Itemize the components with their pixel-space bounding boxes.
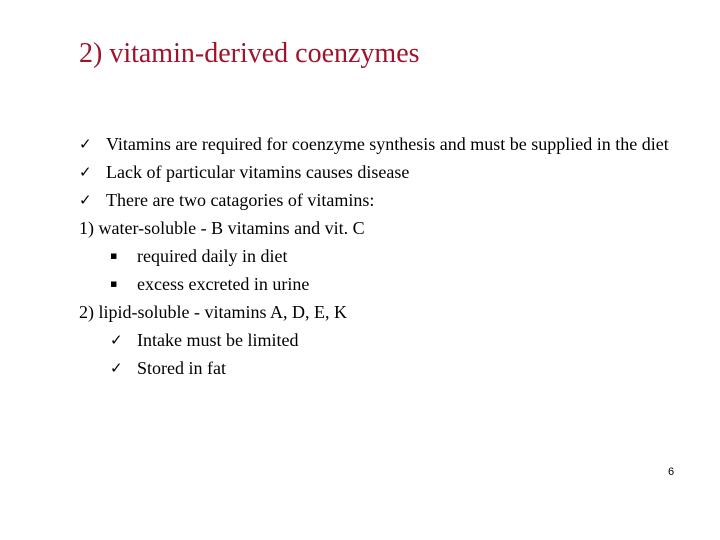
list-item-text: There are two catagories of vitamins: (106, 190, 375, 210)
checkmark-icon: ✓ (79, 135, 92, 153)
list-item (79, 186, 679, 214)
category-heading (79, 298, 679, 326)
category-heading-text: 1) water-soluble - B vitamins and vit. C (79, 218, 365, 238)
list-item (79, 158, 679, 186)
list-item-text: required daily in diet (137, 246, 288, 266)
list-item (79, 130, 679, 158)
slide-content (79, 130, 679, 382)
list-item (79, 270, 679, 298)
square-bullet-icon: ▪ (110, 249, 118, 262)
list-item (79, 326, 679, 354)
checkmark-icon: ✓ (79, 191, 92, 209)
list-item (79, 354, 679, 382)
category-heading-text: 2) lipid-soluble - vitamins A, D, E, K (79, 302, 347, 322)
square-bullet-icon: ▪ (110, 277, 118, 290)
list-item (79, 242, 679, 270)
checkmark-icon: ✓ (110, 331, 123, 349)
list-item-text: Stored in fat (137, 358, 226, 378)
list-item-text: excess excreted in urine (137, 274, 310, 294)
list-item-text: Vitamins are required for coenzyme synthesis and must be supplied in the diet (106, 134, 669, 154)
list-item-text: Intake must be limited (137, 330, 299, 350)
list-item-text: Lack of particular vitamins causes disease (106, 162, 410, 182)
checkmark-icon: ✓ (110, 359, 123, 377)
checkmark-icon: ✓ (79, 163, 92, 181)
slide-title: 2) vitamin-derived coenzymes (79, 38, 420, 69)
page-number: 6 (668, 466, 675, 478)
category-heading (79, 214, 679, 242)
